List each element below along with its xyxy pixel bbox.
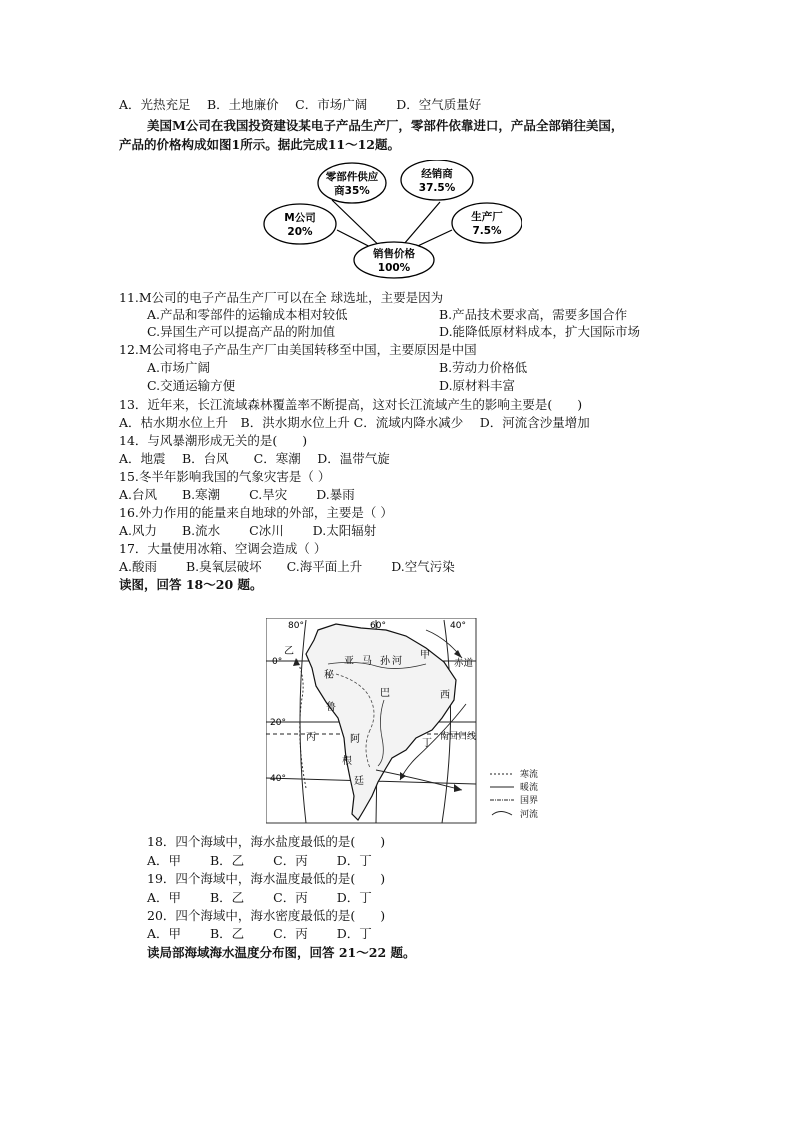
m-company-label1: M公司: [284, 212, 316, 224]
price-composition-diagram: [262, 160, 522, 280]
sales-price-label: 销售价格: [373, 248, 415, 260]
question-16-options: A.风力 B.流水 C冰川 D.太阳辐射: [119, 523, 377, 538]
question-15-stem: 15.冬半年影响我国的气象灾害是（ ）: [119, 469, 331, 484]
label-lu: 鲁: [326, 702, 336, 713]
question-19-stem: 19．四个海域中，海水温度最低的是( ): [147, 871, 386, 886]
question-12-option-b: B.劳动力价格低: [439, 360, 528, 375]
legend-cold-current: 寒流: [520, 770, 539, 780]
intro-11-12-line1: 美国M公司在我国投资建设某电子产品生产厂，零部件依靠进口，产品全部销往美国，: [147, 118, 624, 133]
question-11-option-d: D.能降低原材料成本，扩大国际市场: [439, 324, 641, 339]
question-11-option-c: C.异国生产可以提高产品的附加值: [147, 324, 336, 339]
label-xi: 西: [440, 690, 450, 701]
factory-label2: 7.5%: [472, 225, 502, 237]
question-13-options: A．枯水期水位上升 B．洪水期水位上升 C．流域内降水减少 D．河流含沙量增加: [119, 415, 590, 430]
question-16-stem: 16.外力作用的能量来自地球的外部，主要是（ ）: [119, 505, 393, 520]
question-13-stem: 13．近年来，长江流域森林覆盖率不断提高，这对长江流域产生的影响主要是( ): [119, 397, 583, 412]
question-15-options: A.台风 B.寒潮 C.旱灾 D.暴雨: [119, 487, 355, 502]
question-12-option-d: D.原材料丰富: [439, 378, 516, 393]
label-sun: 孙: [380, 656, 390, 667]
sea-label-yi: 乙: [284, 646, 294, 657]
legend-warm-current: 暖流: [520, 783, 539, 793]
question-14-options: A．地震 B．台风 C．寒潮 D．温带气旋: [119, 451, 390, 466]
label-ba: 巴: [380, 688, 390, 699]
label-a: 阿: [350, 734, 360, 745]
question-11-option-b: B.产品技术要求高，需要多国合作: [439, 307, 628, 322]
question-18-stem: 18．四个海域中，海水盐度最低的是( ): [147, 834, 386, 849]
sea-label-ding: 丁: [422, 738, 432, 749]
question-18-options: A．甲 B．乙 C．丙 D．丁: [147, 853, 372, 868]
parts-supplier-label1: 零部件供应: [325, 171, 379, 183]
question-17-options: A.酸雨 B.臭氧层破坏 C.海平面上升 D.空气污染: [119, 559, 455, 574]
question-17-stem: 17．大量使用冰箱、空调会造成（ ）: [119, 541, 327, 556]
question-11-option-a: A.产品和零部件的运输成本相对较低: [147, 307, 348, 322]
parts-supplier-label2: 商35%: [334, 185, 370, 197]
intro-18-20: 读图，回答 18～20 题。: [119, 577, 263, 592]
lat-label-20: 20°: [270, 718, 286, 728]
factory-label1: 生产厂: [471, 211, 503, 223]
lon-label-40: 40°: [450, 621, 466, 631]
label-gen: 根: [342, 756, 352, 767]
question-20-stem: 20．四个海域中，海水密度最低的是( ): [147, 908, 386, 923]
lon-label-80: 80°: [288, 621, 304, 631]
question-12-option-a: A.市场广阔: [147, 360, 211, 375]
sea-label-jia: 甲: [420, 650, 430, 661]
intro-21-22: 读局部海域海水温度分布图，回答 21～22 题。: [147, 945, 416, 960]
bubble-parts-supplier: [318, 163, 386, 203]
label-ma: 马: [362, 656, 372, 667]
map-legend: [490, 768, 538, 820]
bubble-distributor: [401, 160, 473, 200]
bubble-factory: [452, 203, 522, 243]
legend-border: 国界: [520, 796, 539, 806]
sales-price-value: 100%: [377, 262, 411, 274]
bubble-m-company: [264, 204, 336, 244]
m-company-label2: 20%: [287, 226, 313, 238]
equator-label: 赤道: [454, 658, 474, 669]
legend-river: 河流: [520, 810, 539, 820]
label-he: 河: [392, 656, 402, 667]
question-11-stem: 11.M公司的电子产品生产厂可以在全 球选址，主要是因为: [119, 290, 444, 305]
distributor-label1: 经销商: [421, 168, 453, 180]
tropic-label: 南回归线: [440, 732, 477, 742]
lat-label-40: 40°: [270, 774, 286, 784]
distributor-label2: 37.5%: [418, 182, 456, 194]
lon-label-60: 60°: [370, 621, 386, 631]
south-america-map: [266, 618, 564, 828]
question-12-option-c: C.交通运输方便: [147, 378, 236, 393]
question-12-stem: 12.M公司将电子产品生产厂由美国转移至中国，主要原因是中国: [119, 342, 477, 357]
question-19-options: A．甲 B．乙 C．丙 D．丁: [147, 890, 372, 905]
question-20-options: A．甲 B．乙 C．丙 D．丁: [147, 926, 372, 941]
intro-11-12-line2: 产品的价格构成如图1所示。据此完成11～12题。: [119, 137, 400, 152]
question-10-options: A．光热充足 B．土地廉价 C．市场广阔 D．空气质量好: [119, 97, 482, 112]
label-ting: 廷: [354, 776, 364, 787]
lat-label-0: 0°: [272, 657, 283, 667]
sea-label-bing: 丙: [306, 732, 316, 743]
label-bi: 秘: [324, 670, 334, 681]
question-14-stem: 14．与风暴潮形成无关的是( ): [119, 433, 308, 448]
label-ya: 亚: [344, 656, 354, 667]
